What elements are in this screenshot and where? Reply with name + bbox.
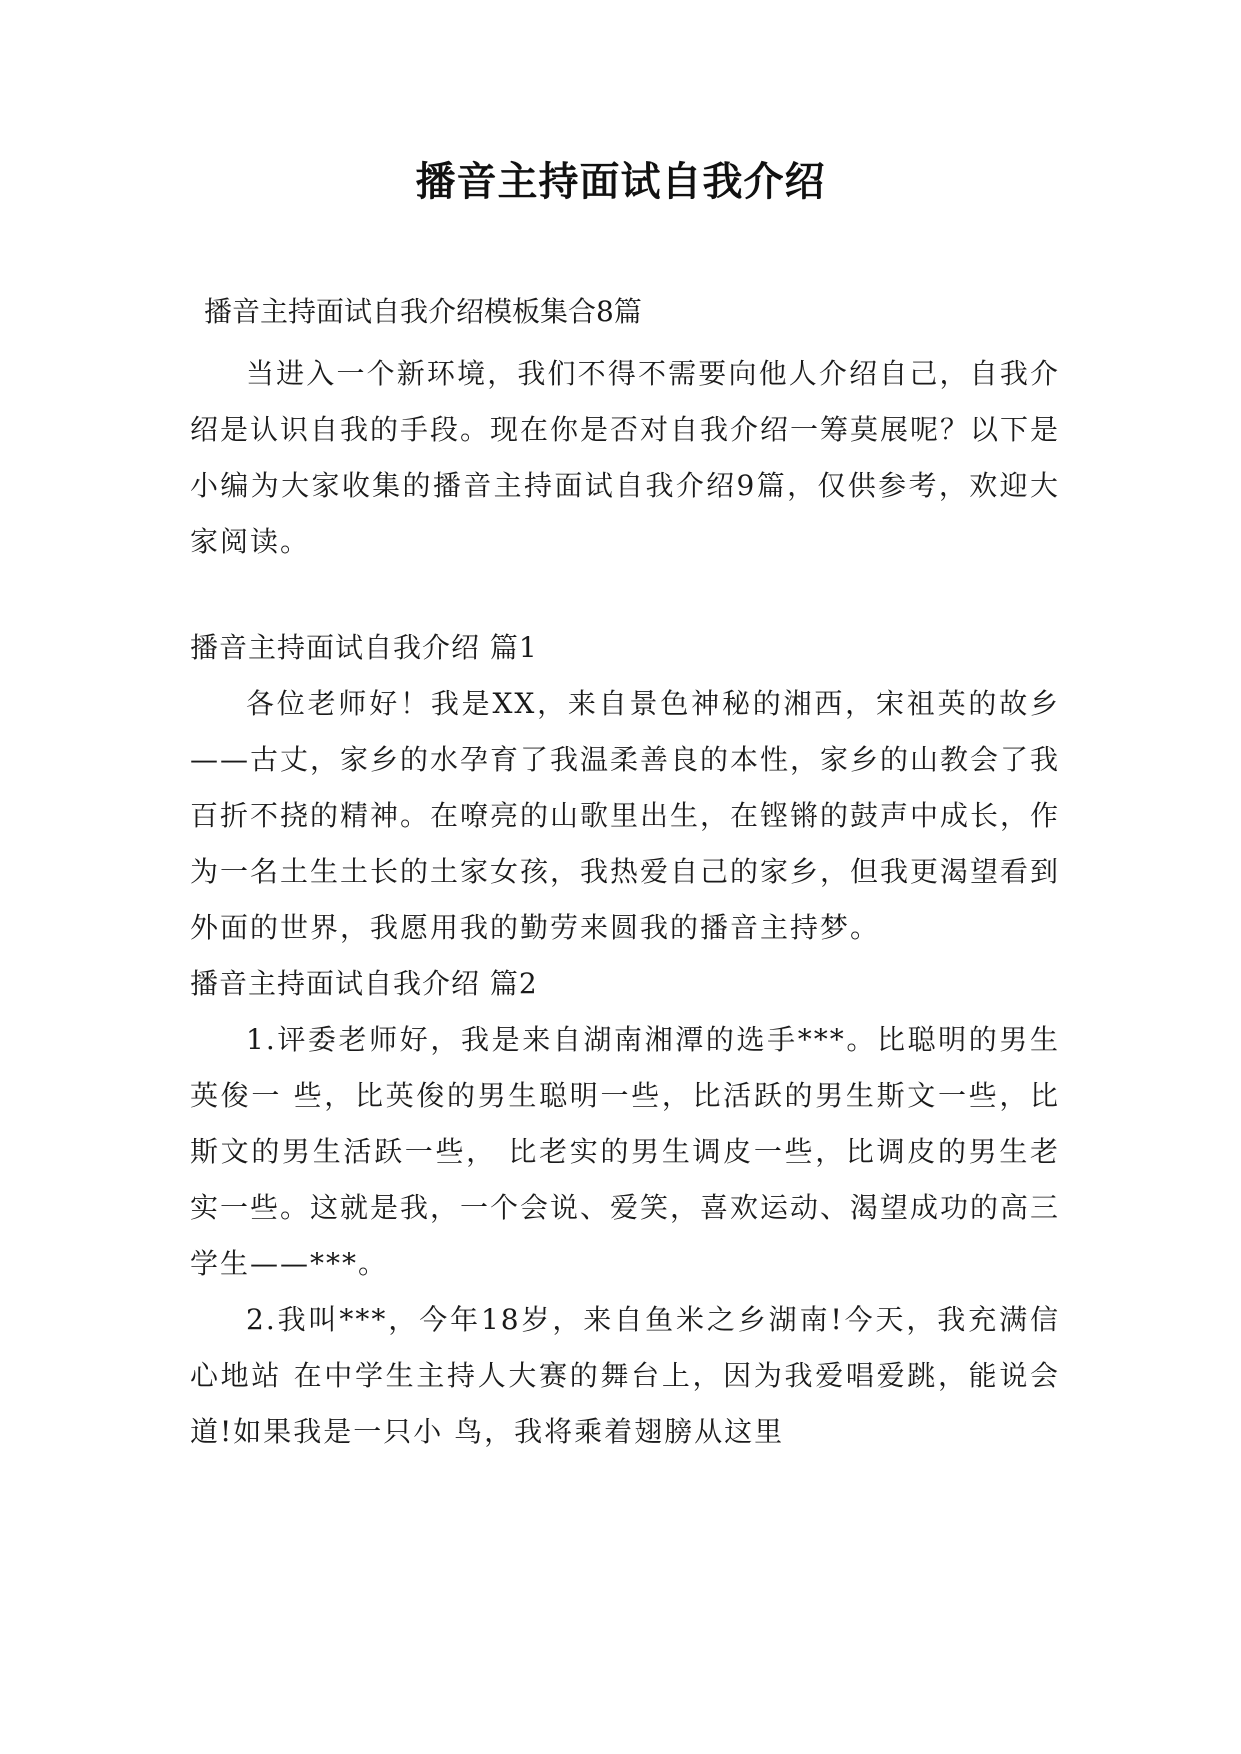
document-title: 播音主持面试自我介绍	[415, 158, 826, 205]
section-heading-2: 播音主持面试自我介绍 篇2	[190, 967, 538, 1000]
document-body	[190, 292, 1060, 1460]
section-2-paragraph-1: 1.评委老师好，我是来自湖南湘潭的选手***。比聪明的男生英俊一 些，比英俊的男生聪明一些，比活跃的男生斯文一些，比斯文的男生活跃一些， 比老实的男生调皮一些，比调皮的男生老实一些。这就是我，一个会说、爱笑，喜欢运动、渴望成功的高三学生——***。	[190, 1023, 1061, 1280]
document-subtitle: 播音主持面试自我介绍模板集合8篇	[204, 295, 642, 328]
section-heading-1: 播音主持面试自我介绍 篇1	[190, 631, 538, 664]
intro-paragraph: 当进入一个新环境，我们不得不需要向他人介绍自己，自我介绍是认识自我的手段。现在你是否对自我介绍一筹莫展呢？以下是小编为大家收集的播音主持面试自我介绍9篇，仅供参考，欢迎大家阅读。	[190, 357, 1061, 558]
section-2-paragraph-2: 2.我叫***，今年18岁，来自鱼米之乡湖南!今天，我充满信心地站 在中学生主持人大赛的舞台上，因为我爱唱爱跳，能说会道!如果我是一只小 鸟，我将乘着翅膀从这里	[190, 1303, 1060, 1448]
section-1-paragraph-1: 各位老师好！我是XX，来自景色神秘的湘西，宋祖英的故乡——古丈，家乡的水孕育了我温柔善良的本性，家乡的山教会了我百折不挠的精神。在嘹亮的山歌里出生，在铿锵的鼓声中成长，作为一名土生土长的土家女孩，我热爱自己的家乡，但我更渴望看到外面的世界，我愿用我的勤劳来圆我的播音主持梦。	[190, 687, 1061, 944]
